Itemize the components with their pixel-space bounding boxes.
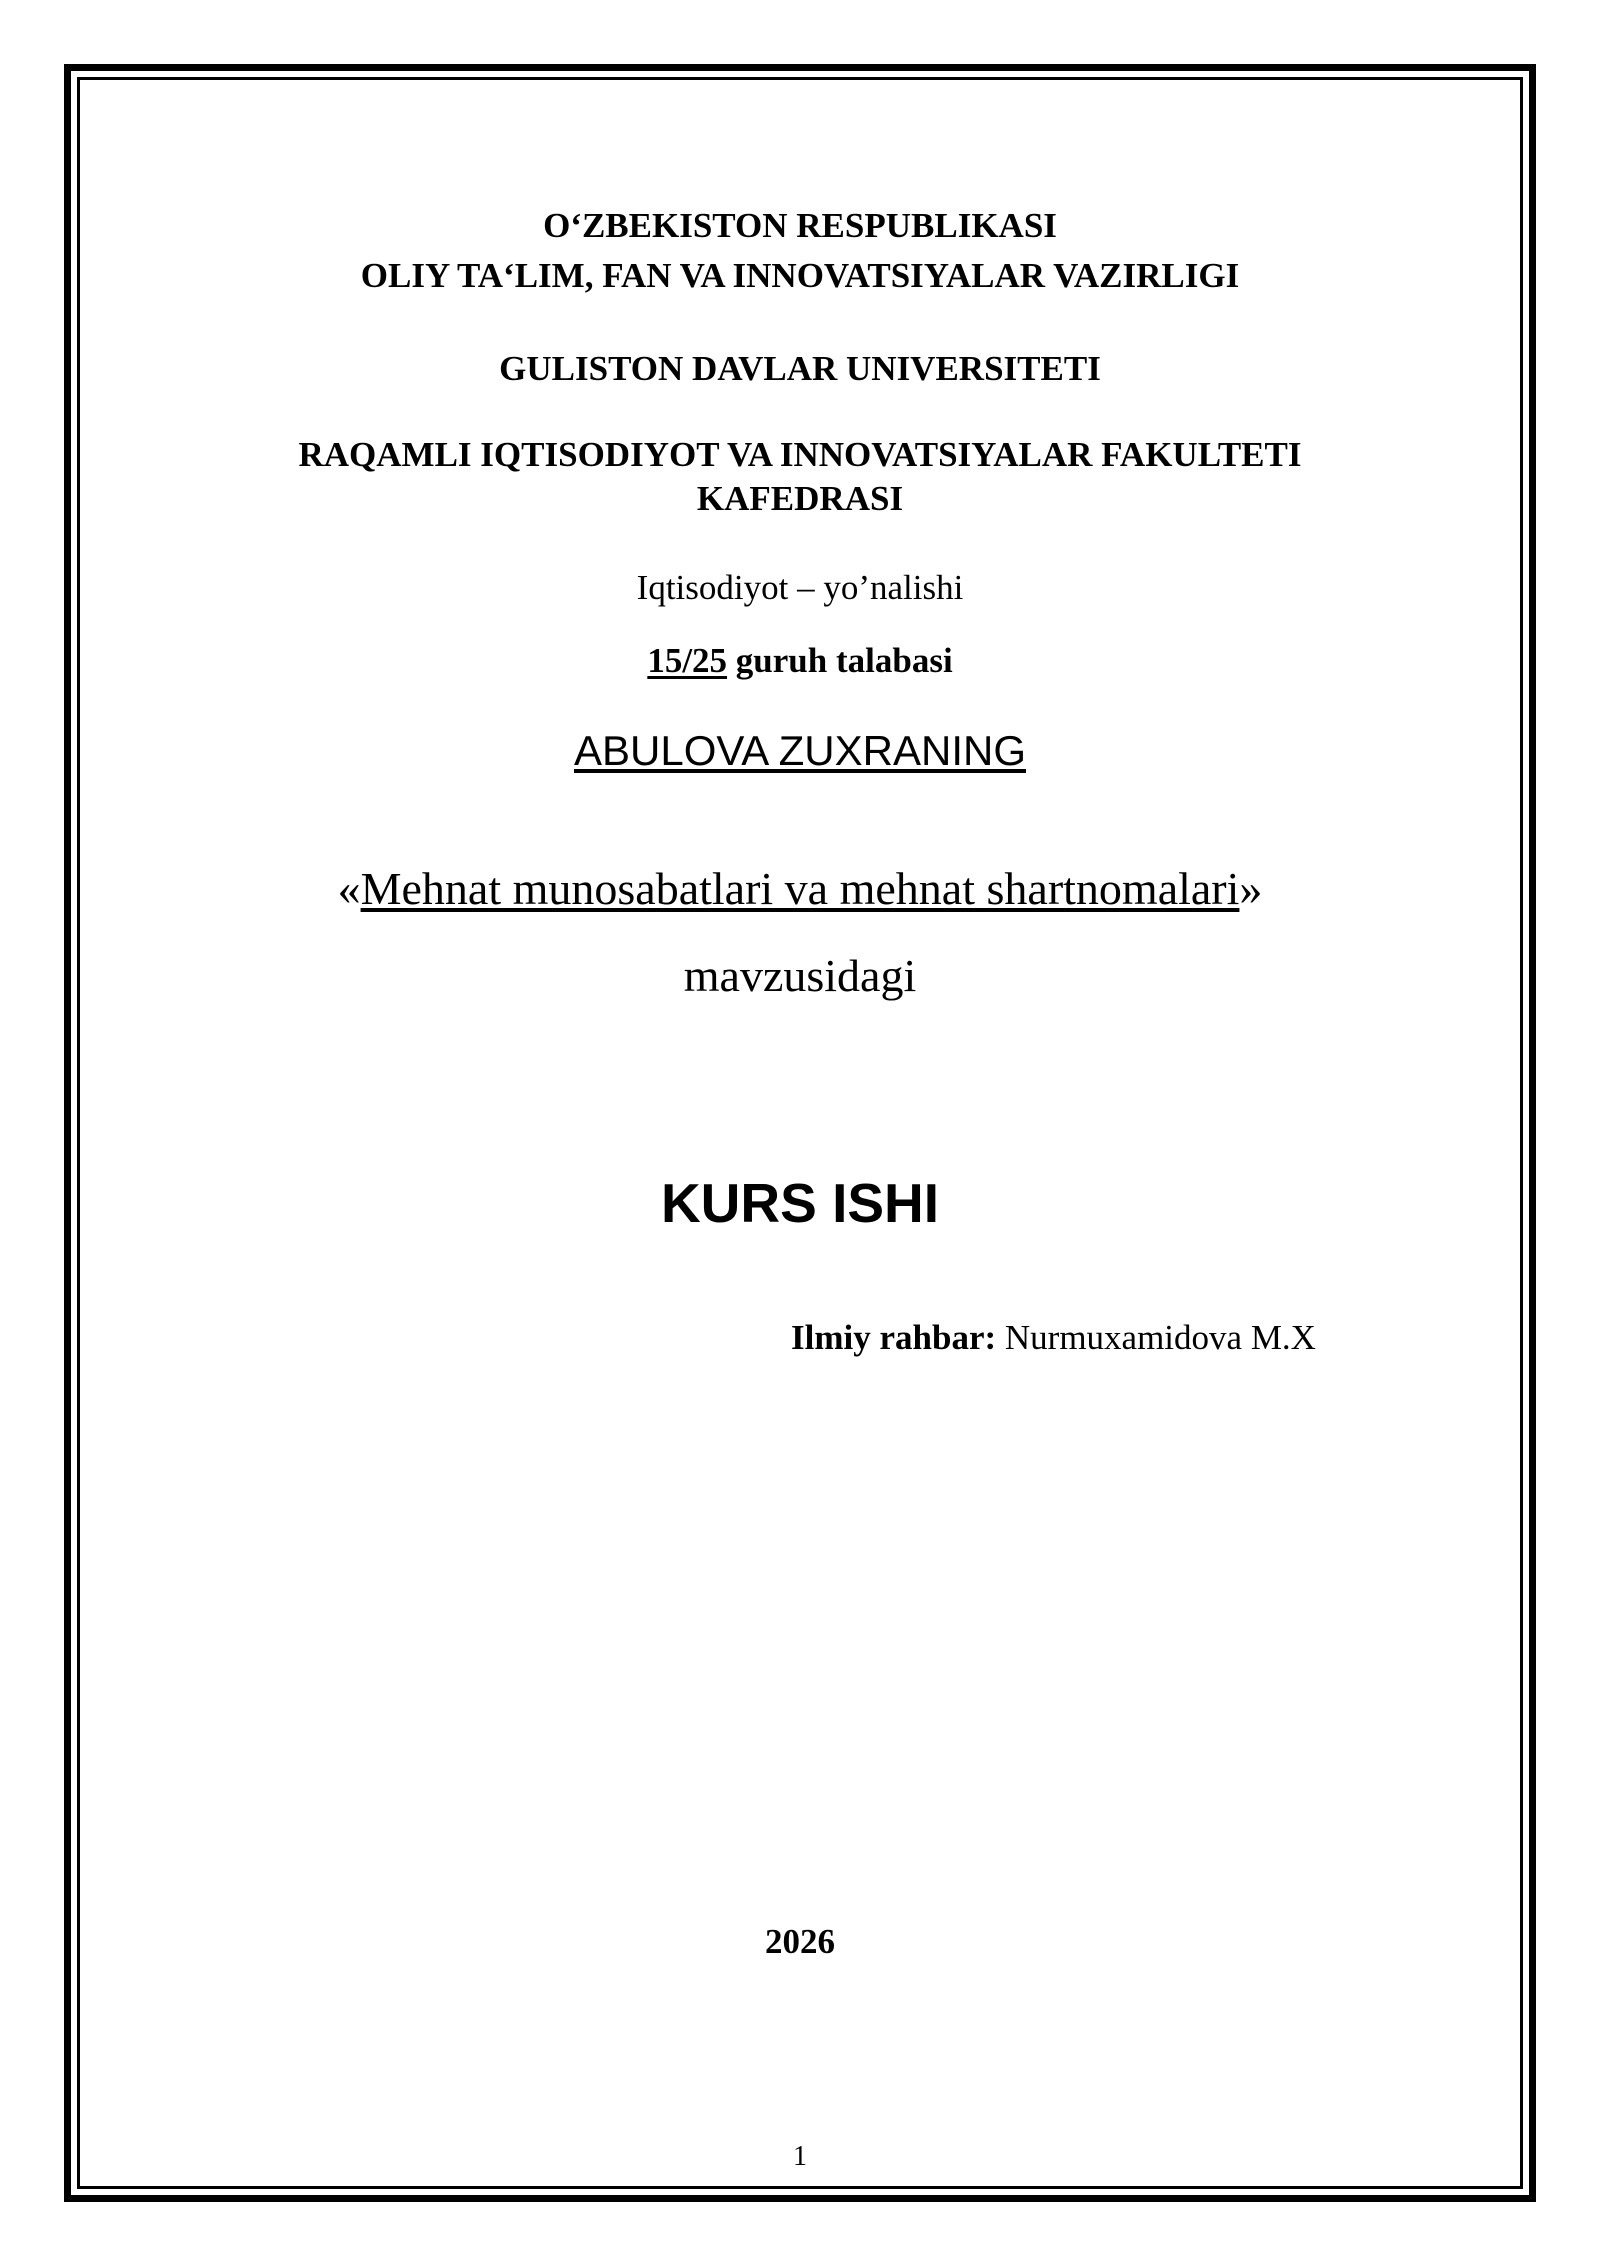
group-suffix: guruh talabasi <box>727 641 953 680</box>
country-heading: O‘ZBEKISTON RESPUBLIKASI <box>543 206 1057 245</box>
page-number: 1 <box>793 2141 807 2172</box>
faculty-heading-line1: RAQAMLI IQTISODIYOT VA INNOVATSIYALAR FAKULTETI <box>298 435 1302 474</box>
topic-suffix: mavzusidagi <box>683 950 917 1001</box>
ministry-heading: OLIY TA‘LIM, FAN VA INNOVATSIYALAR VAZIRLIGI <box>360 256 1240 295</box>
faculty-heading-line2: KAFEDRASI <box>696 479 904 518</box>
supervisor-label: Ilmiy rahbar: <box>791 1318 997 1357</box>
student-name-line <box>77 727 1523 774</box>
page-border-inner <box>77 77 1523 2189</box>
direction-text: Iqtisodiyot – yo’nalishi <box>636 568 964 607</box>
group-line <box>77 643 1523 678</box>
supervisor-name: Nurmuxamidova M.X <box>996 1318 1316 1357</box>
topic-open-quote: « <box>337 863 361 914</box>
topic-close-quote: » <box>1239 863 1263 914</box>
year-text: 2026 <box>765 1922 835 1961</box>
topic-title: Mehnat munosabatlari va mehnat shartnomalari <box>360 863 1240 914</box>
student-name: ABULOVA ZUXRANING <box>574 727 1026 774</box>
group-number: 15/25 <box>647 641 728 680</box>
supervisor-line <box>791 1320 1316 1355</box>
topic-line <box>77 863 1523 914</box>
university-heading: GULISTON DAVLAR UNIVERSITETI <box>499 349 1101 388</box>
document-type: KURS ISHI <box>660 1172 940 1234</box>
